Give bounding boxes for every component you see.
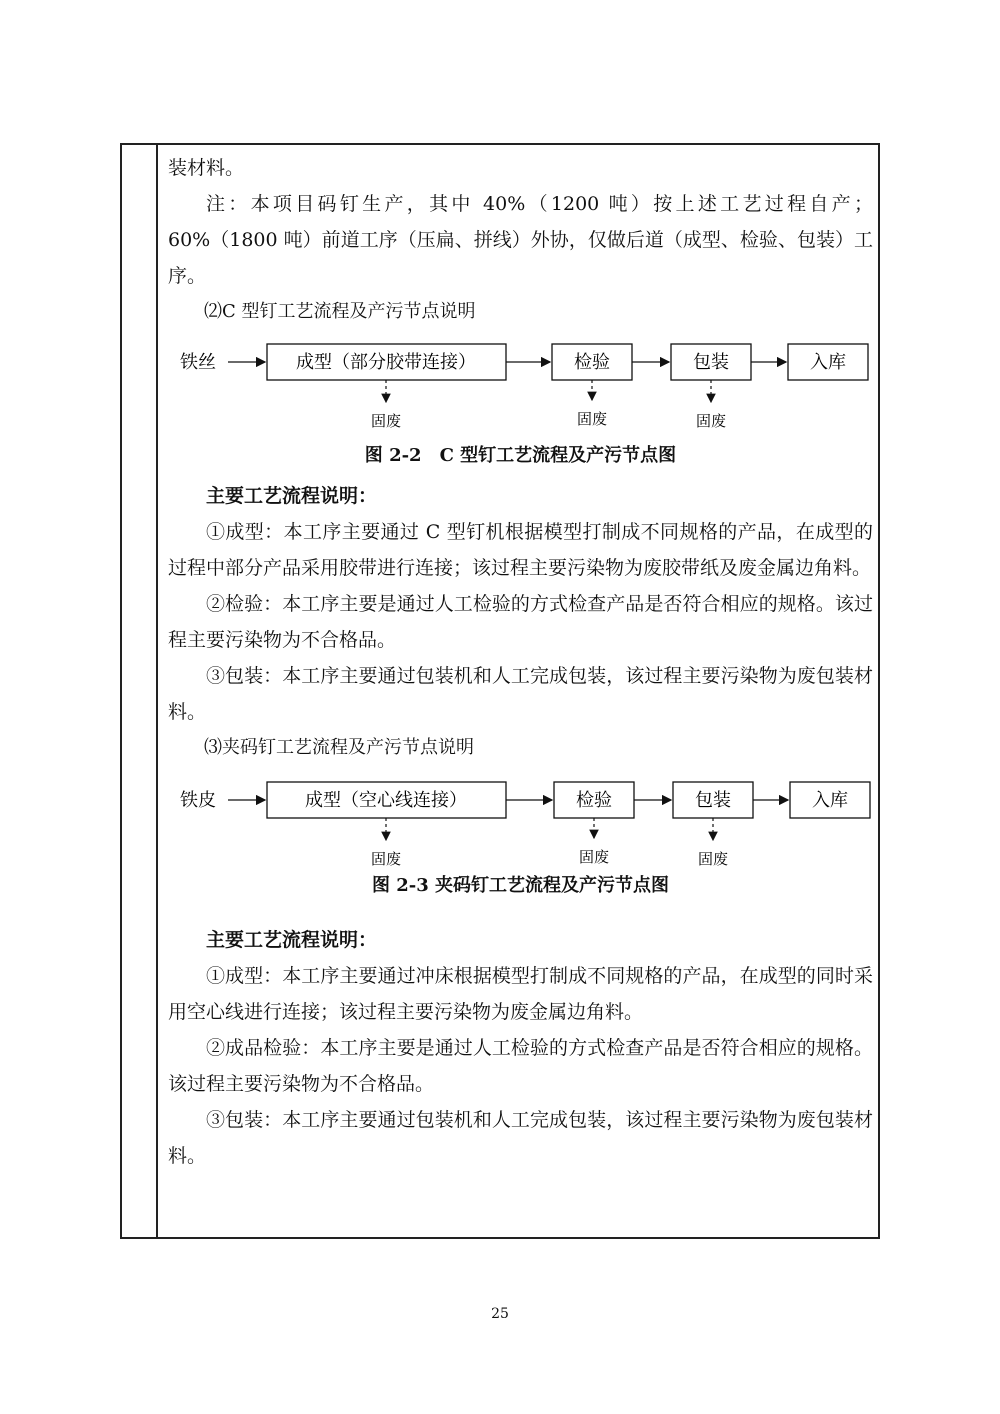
waste-label: 固废 <box>695 412 727 430</box>
table-left-column-divider <box>156 143 158 1239</box>
page-number: 25 <box>491 1306 509 1322</box>
process-step: ③包装：本工序主要通过包装机和人工完成包装，该过程主要污染物为废包装材料。 <box>168 665 873 723</box>
process-step: ②检验：本工序主要是通过人工检验的方式检查产品是否符合相应的规格。该过程主要污染物为不合格品。 <box>168 593 873 651</box>
process-step: ③包装：本工序主要通过包装机和人工完成包装，该过程主要污染物为废包装材料。 <box>168 1109 873 1167</box>
flow-step-label: 成型（空心线连接） <box>305 790 467 811</box>
section-heading: 主要工艺流程说明： <box>206 485 378 507</box>
process-step: ①成型：本工序主要通过冲床根据模型打制成不同规格的产品，在成型的同时采用空心线进行连接；该过程主要污染物为废金属边角料。 <box>168 965 873 1023</box>
flowchart-clip-nail <box>168 766 873 878</box>
waste-label: 固废 <box>370 850 402 868</box>
flow-step-label: 检验 <box>576 790 612 811</box>
waste-label: 固废 <box>578 848 610 866</box>
figure-caption-2-3: 图 2-3 夹码钉工艺流程及产污节点图 <box>371 875 670 896</box>
figure-caption-2-2: 图 2-2 C 型钉工艺流程及产污节点图 <box>364 445 677 466</box>
flowchart-c-nail <box>168 330 873 442</box>
section-heading: 主要工艺流程说明： <box>206 929 378 951</box>
flow-step-label: 检验 <box>574 352 610 373</box>
section-title-c-nail: ⑵C 型钉工艺流程及产污节点说明 <box>204 301 476 322</box>
flow-step-label: 成型（部分胶带连接） <box>296 352 476 373</box>
flow-input-label: 铁丝 <box>180 352 216 373</box>
process-step: ②成品检验：本工序主要是通过人工检验的方式检查产品是否符合相应的规格。该过程主要污染物为不合格品。 <box>168 1037 873 1095</box>
note-paragraph: 注：本项目码钉生产，其中 40%（1200 吨）按上述工艺过程自产；60%（1800 吨）前道工序（压扁、拼线）外协，仅做后道（成型、检验、包装）工序。 <box>168 193 873 287</box>
flow-step-label: 入库 <box>810 352 846 373</box>
flow-step-label: 包装 <box>693 352 729 373</box>
section-title-clip-nail: ⑶夹码钉工艺流程及产污节点说明 <box>204 737 474 758</box>
paragraph: 装材料。 <box>168 157 245 179</box>
document-body <box>168 150 873 1174</box>
flowchart-clip-nail-svg <box>168 766 873 878</box>
waste-label: 固废 <box>370 412 402 430</box>
waste-label: 固废 <box>697 850 729 868</box>
flow-step-label: 包装 <box>695 790 731 811</box>
flow-step-label: 入库 <box>812 790 848 811</box>
waste-label: 固废 <box>576 410 608 428</box>
flowchart-c-nail-svg <box>168 330 873 442</box>
process-step: ①成型：本工序主要通过 C 型钉机根据模型打制成不同规格的产品，在成型的过程中部分产品采用胶带进行连接；该过程主要污染物为废胶带纸及废金属边角料。 <box>168 521 873 579</box>
flow-input-label: 铁皮 <box>180 790 216 811</box>
